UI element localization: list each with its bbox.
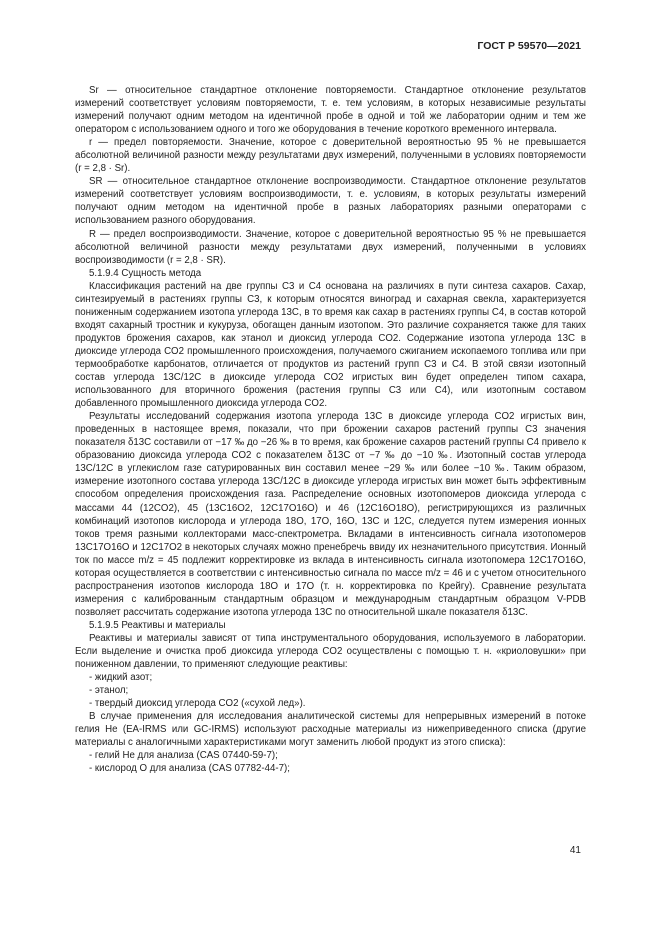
list-item: - твердый диоксид углерода CO2 («сухой лед»). [89,698,306,710]
paragraph-reagents: Реактивы и материалы зависят от типа инструментального оборудования, используемого в лаборатории. Если выделение и очистка проб диоксида углерода CO2 осуществлены с помощью т. н. «криоловушки» при пониженном давлении, то применяют следующие реактивы: [75,632,586,671]
standard-header: ГОСТ Р 59570—2021 [477,40,581,52]
page-number: 41 [569,845,581,856]
section-heading-reagents: 5.1.9.5 Реактивы и материалы [89,619,226,631]
paragraph-classification: Классификация растений на две группы C3 и C4 основана на различиях в пути синтеза сахаров. Сахар, синтезируемый в растениях группы C3, к которым относятся виноград и сахарная свекла, характеризуется пониженным содержанием изотопа углерода 13C, в то время как сахар в растениях группы C4, в состав которой входят сахарный тростник и кукуруза, обогащен данным изотопом. Это различие сохраняется также для таких продуктов брожения сахаров, как этанол и диоксид углерода CO2. Содержание изотопа углерода 13C в диоксиде углерода CO2 промышленного происхождения, получаемого сжиганием ископаемого топлива или при термообработке карбонатов, отличается от продуктов из растений групп C3 и C4. В этой связи изотопный состав углерода 13C/12C в диоксиде углерода CO2 игристых вин будет определен типом сахара, использованного для вторичного брожения (растения группы C3 или C4), или изотопным составом добавленного промышленного диоксида углерода CO2. [75,280,586,410]
document-body [75,84,586,775]
list-item: - жидкий азот; [89,672,153,684]
paragraph-SR: SR — относительное стандартное отклонение воспроизводимости. Стандартное отклонение результатов измерений соответствует условиям воспроизводимости, т. е. условиям, в которых результаты измерений получают одним методом на идентичной пробе в разных лабораториях разными операторами с использованием разного оборудования. [75,176,586,227]
section-heading-method: 5.1.9.4 Сущность метода [89,267,202,279]
paragraph-R: R — предел воспроизводимости. Значение, которое с доверительной вероятностью 95 % не превышается абсолютной величиной разности между результатами двух измерений, полученными в условиях воспроизводимости (r = 2,8 · SR). [75,228,586,266]
paragraph-continuous-flow: В случае применения для исследования аналитической системы для непрерывных измерений в потоке гелия He (EA-IRMS или GC-IRMS) используют расходные материалы из нижеприведенного списка (другие материалы с аналогичными характеристиками могут заменить любой продукт из этого списка): [75,711,586,749]
paragraph-sr: Sr — относительное стандартное отклонение повторяемости. Стандартное отклонение результатов измерений соответствует условиям повторяемости, т. е. тем условиям, в которых независимые результаты измерений получают одним методом на идентичной пробе в одной и той же лаборатории одним и тем же оператором с использованием одного и того же оборудования в течение короткого временного интервала. [75,85,586,136]
list-item: - кислород O для анализа (CAS 07782-44-7); [89,763,290,775]
paragraph-results: Результаты исследований содержания изотопа углерода 13C в диоксиде углерода CO2 игристых вин, проведенных в настоящее время, показали, что при брожении сахаров растений группы C3 значения показателя δ13C составили от −17 ‰ до −26 ‰ в то время, как брожение сахаров растений группы C4 привело к образованию диоксида углерода CO2 с показателем δ13C от −7 ‰ до −10 ‰. Изотопный состав углерода 13C/12C в углекислом газе сатурированных вин составил менее −29 ‰ или более −10 ‰. Таким образом, измерение изотопного состава углерода 13C/12C в диоксиде углерода игристых вин может быть эффективным способом определения происхождения газа. Распределение основных изотопомеров диоксида углерода с массами 44 (12CO2), 45 (13C16O2, 12C17O16O) и 46 (12C16O18O), регистрирующихся из различных комбинаций изотопов кислорода и углерода 18O, 17O, 16O, 13C и 12C, следуется путем измерения ионных токов тремя разными коллекторами масс-спектрометра. Вкладами в интенсивность сигнала изотопомеров 13C17O16O и 12C17O2 в некоторых случаях можно пренебречь ввиду их незначительного присутствия. Ионный ток по массе m/z = 45 подлежит корректировке из вклада в интенсивность сигнала изотопомера 12C17O16O, которая осуществляется в соответствии с интенсивностью сигнала по массе m/z = 46 и с учетом относительного распространения изотопов кислорода 18O и 17O (т. н. корректировка по Крейгу). Сравнение результата измерения с калиброванным стандартным образцом и международным стандартным образцом V-PDB позволяет рассчитать содержание изотопа углерода 13C по относительной шкале показателя δ13C. [75,411,586,618]
list-item: - этанол; [89,685,129,697]
paragraph-r: r — предел повторяемости. Значение, которое с доверительной вероятностью 95 % не превышается абсолютной величиной разности между результатами двух измерений, полученными в условиях повторяемости (r = 2,8 · Sr). [75,137,586,175]
list-item: - гелий He для анализа (CAS 07440-59-7); [89,750,278,762]
